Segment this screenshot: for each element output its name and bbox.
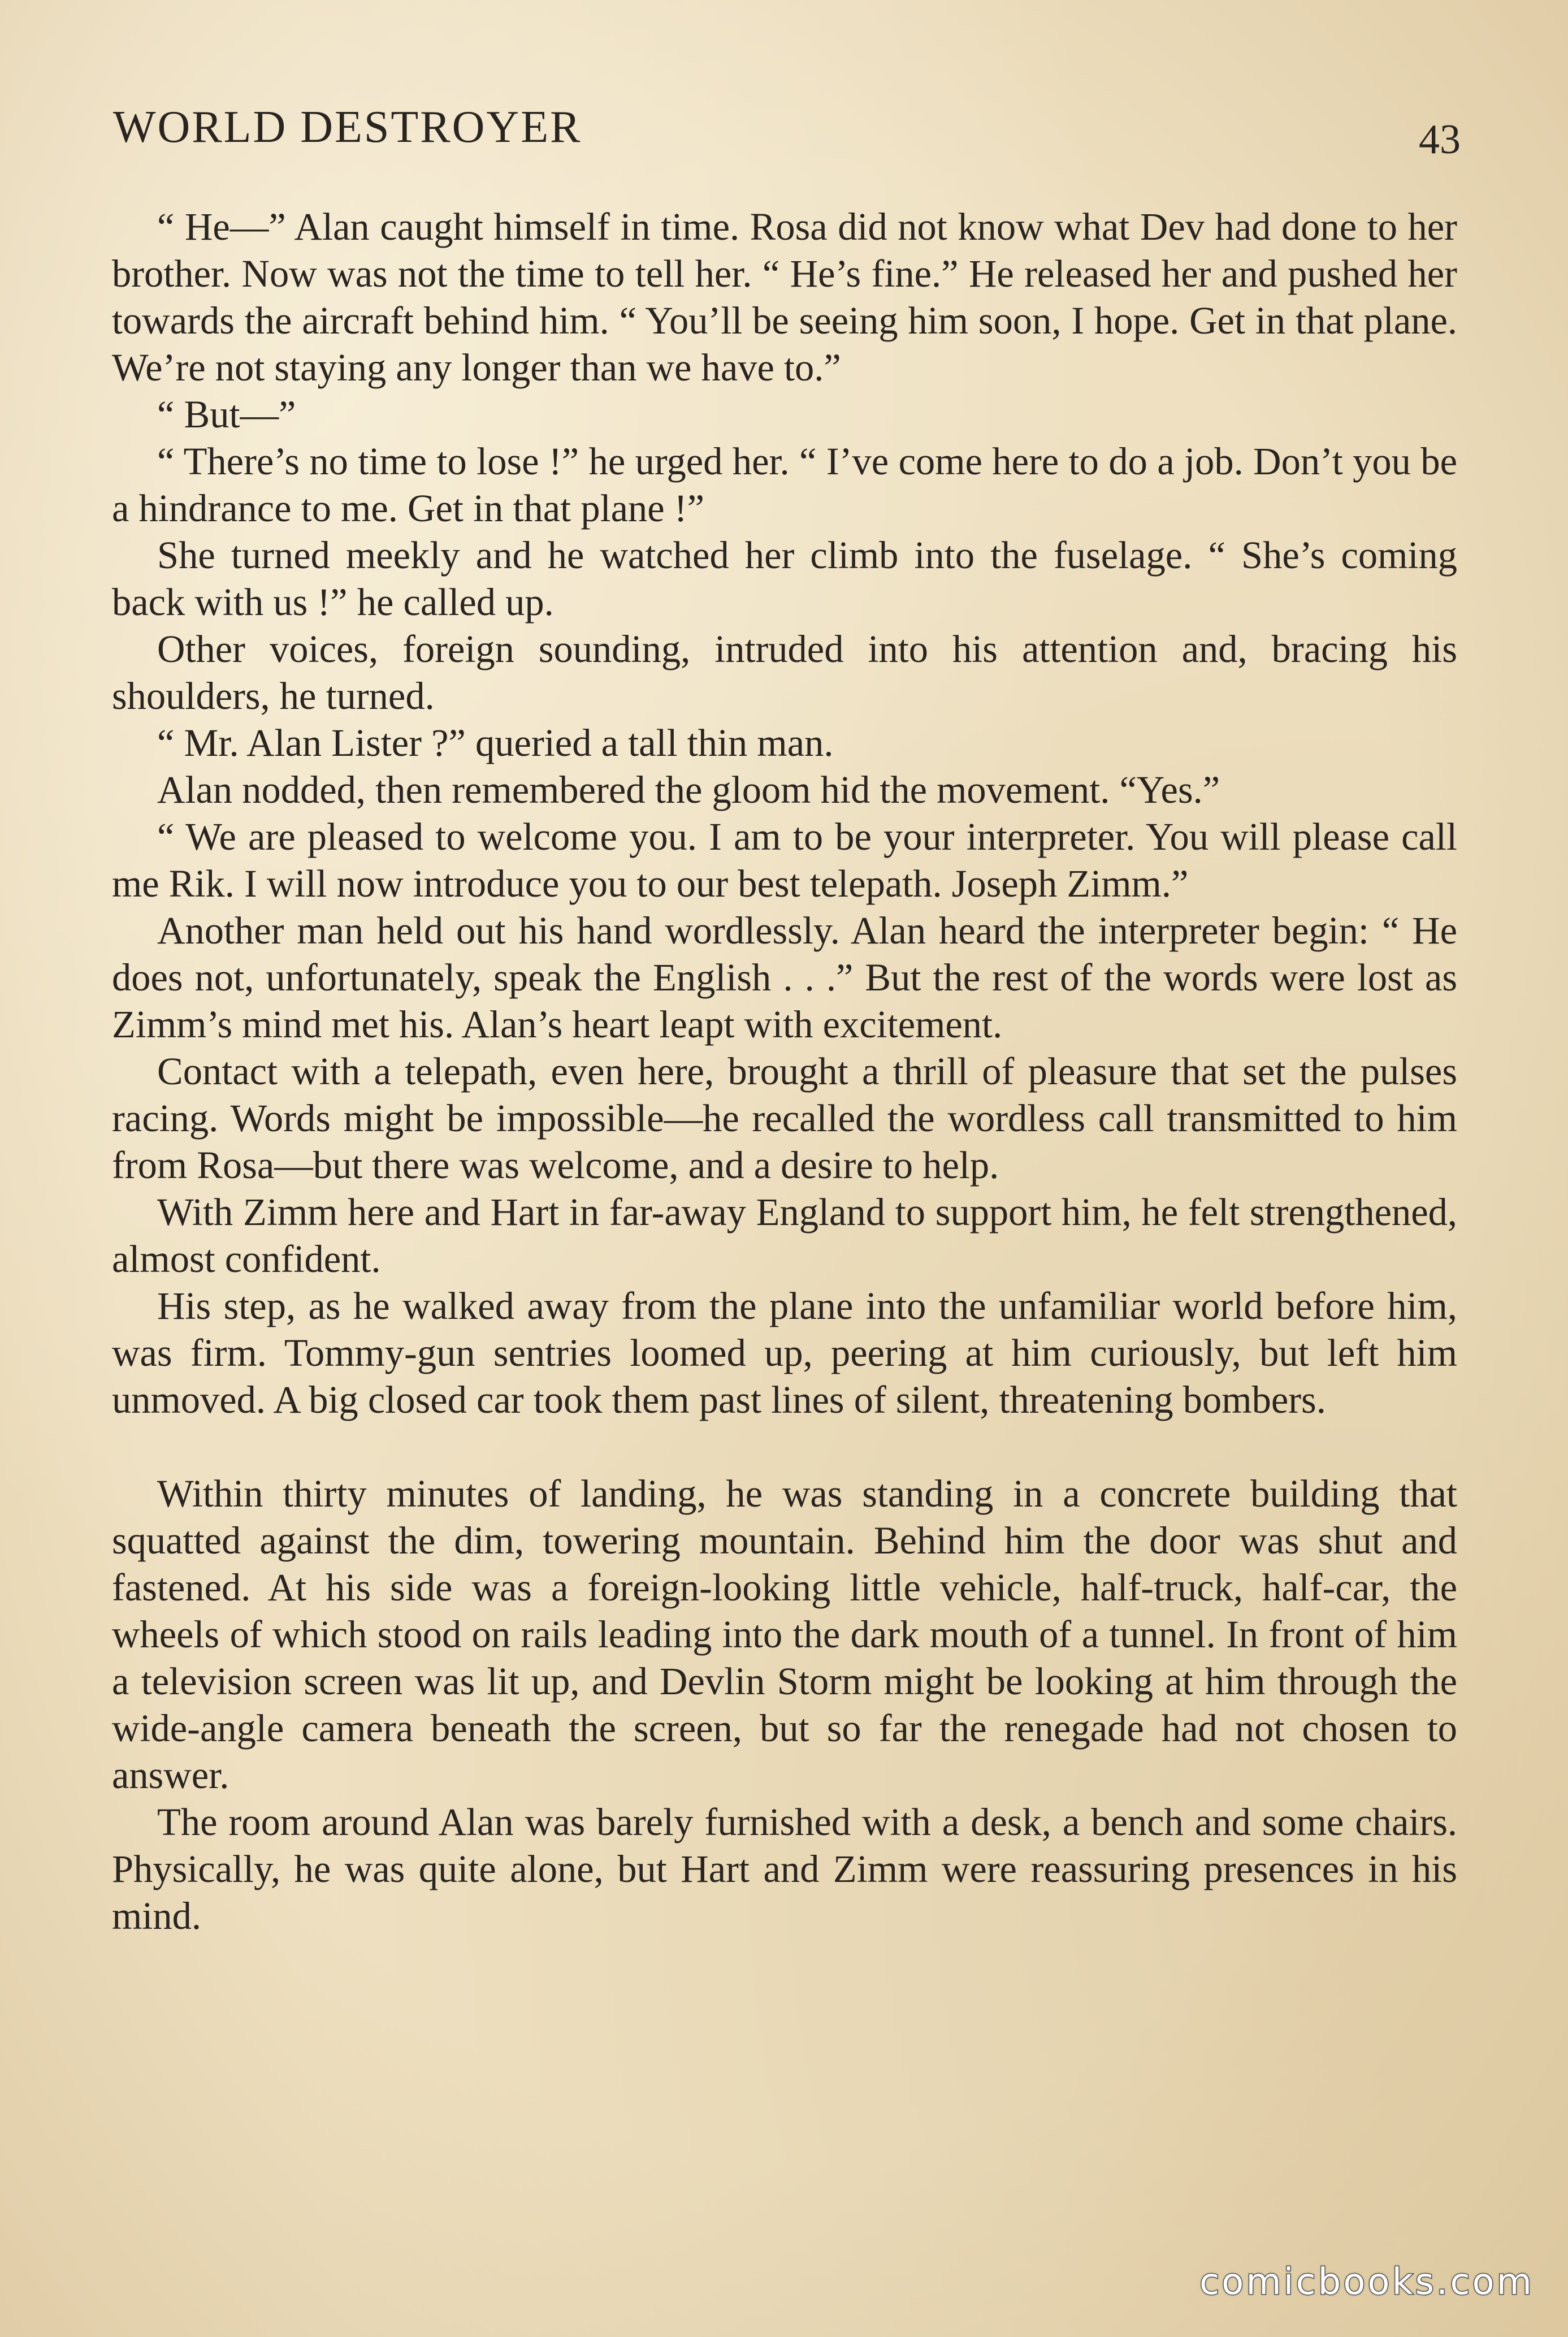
paragraph: “ He—” Alan caught himself in time. Rosa did not know what Dev had done to her brother. Now was not the time to tell her. “ He’s fine.” He released her and pushed her towards the aircraft behind him. “ You’ll be seeing him soon, I hope. Get in that plane. We’re not staying any longer than we have to.” — [112, 205, 1457, 389]
paragraph: “ But—” — [157, 393, 296, 436]
paragraph: His step, as he walked away from the plane into the unfamiliar world before him, was firm. Tommy-gun sentries loomed up, peering at him curiously, but left him unmoved. A big closed car took them past lines of silent, threatening bombers. — [112, 1284, 1457, 1421]
running-title: WORLD DESTROYER — [113, 102, 582, 152]
paragraph: Another man held out his hand wordlessly. Alan heard the interpreter begin: “ He does not, unfortunately, speak the English . . .” But the rest of the words were lost as Zimm’s mind met his. Alan’s heart leapt with excitement. — [112, 909, 1457, 1046]
paragraph: She turned meekly and he watched her climb into the fuselage. “ She’s coming back with us !” he called up. — [112, 534, 1457, 624]
paragraph: Within thirty minutes of landing, he was standing in a concrete building that squatted against the dim, towering mountain. Behind him the door was shut and fastened. At his side was a foreign-looking little vehicle, half-truck, half-car, the wheels of which stood on rails leading into the dark mouth of a tunnel. In front of him a television screen was lit up, and Devlin Storm might be looking at him through the wide-angle camera beneath the screen, but so far the renegade had not chosen to answer. — [112, 1472, 1457, 1797]
section-break — [112, 1423, 1457, 1470]
paragraph: The room around Alan was barely furnished with a desk, a bench and some chairs. Physically, he was quite alone, but Hart and Zimm were reassuring presences in his mind. — [112, 1801, 1457, 1937]
paragraph: Alan nodded, then remembered the gloom hid the movement. “Yes.” — [157, 768, 1220, 811]
paragraph: “ There’s no time to lose !” he urged her. “ I’ve come here to do a job. Don’t you be a hindrance to me. Get in that plane !” — [112, 440, 1457, 530]
watermark: comicbooks.com — [1199, 2261, 1534, 2303]
paragraph: With Zimm here and Hart in far-away England to support him, he felt strengthened, almost confident. — [112, 1191, 1457, 1280]
paragraph: “ Mr. Alan Lister ?” queried a tall thin man. — [157, 721, 834, 764]
paragraph: Contact with a telepath, even here, brought a thrill of pleasure that set the pulses racing. Words might be impossible—he recalled the wordless call transmitted to him from Rosa—but there was welcome, and a desire to help. — [112, 1050, 1457, 1187]
paragraph: “ We are pleased to welcome you. I am to be your interpreter. You will please call me Rik. I will now introduce you to our best telepath. Joseph Zimm.” — [112, 815, 1457, 905]
body-text — [112, 204, 1457, 1940]
paragraph: Other voices, foreign sounding, intruded into his attention and, bracing his shoulders, he turned. — [112, 627, 1457, 717]
page-number: 43 — [1419, 116, 1461, 163]
